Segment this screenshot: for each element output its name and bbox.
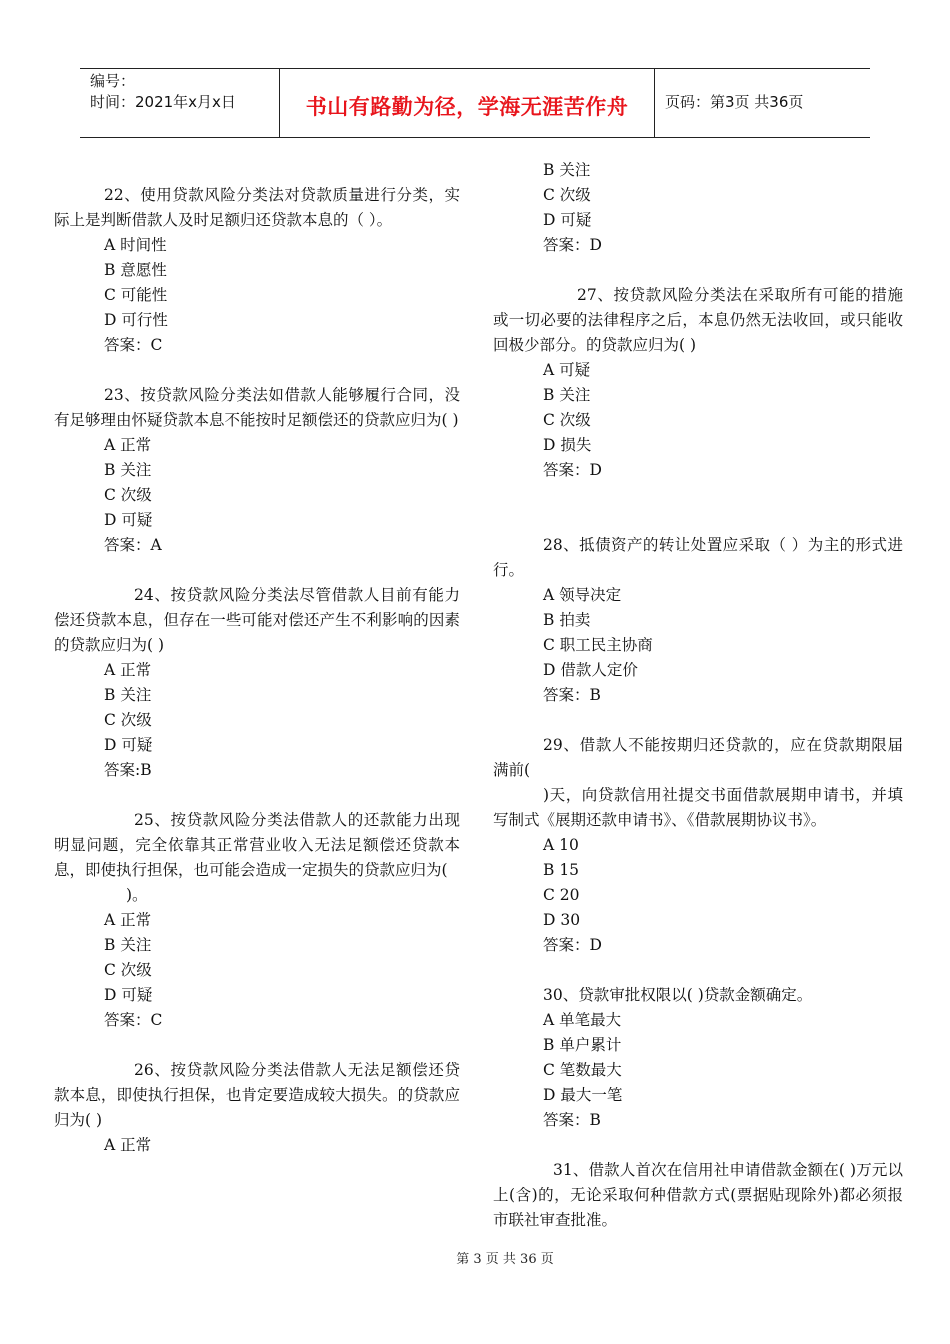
question-22 bbox=[54, 183, 460, 358]
option-b: B 意愿性 bbox=[104, 261, 167, 279]
option-d: D 借款人定价 bbox=[543, 661, 638, 679]
question-23 bbox=[54, 383, 460, 558]
page-label: 页码：第3页 共36页 bbox=[665, 93, 804, 111]
option-b: B 关注 bbox=[104, 686, 152, 704]
option-c: C 次级 bbox=[543, 411, 591, 429]
option-c: C 次级 bbox=[104, 486, 152, 504]
option-d: D 可疑 bbox=[543, 211, 592, 229]
question-stem: 31、借款人首次在信用社申请借款金额在( )万元以上(含)的，无论采取何种借款方式(票据贴现除外)都必须报市联社审查批准。 bbox=[493, 1161, 903, 1229]
option-d: D 30 bbox=[543, 911, 581, 929]
option-a: A 10 bbox=[543, 836, 579, 854]
option-c: C 次级 bbox=[104, 961, 152, 979]
answer-text: 答案：D bbox=[543, 461, 602, 479]
motto-text: 书山有路勤为径，学海无涯苦作舟 bbox=[305, 94, 629, 119]
question-stem-cont: )天，向贷款信用社提交书面借款展期申请书，并填写制式《展期还款申请书》、《借款展期协议书》。 bbox=[493, 786, 903, 829]
option-b: B 15 bbox=[543, 861, 580, 879]
option-c: C 职工民主协商 bbox=[543, 636, 653, 654]
question-stem: 25、按贷款风险分类法借款人的还款能力出现明显问题，完全依靠其正常营业收入无法足额偿还贷款本息，即使执行担保，也可能会造成一定损失的贷款应归为( bbox=[54, 811, 460, 879]
option-a: A 正常 bbox=[104, 911, 152, 929]
option-a: A 单笔最大 bbox=[543, 1011, 622, 1029]
option-a: A 时间性 bbox=[104, 236, 167, 254]
question-stem: 27、按贷款风险分类法在采取所有可能的措施或一切必要的法律程序之后，本息仍然无法收回，或只能收回极少部分。的贷款应归为( ) bbox=[493, 286, 903, 354]
option-a: A 正常 bbox=[104, 1136, 152, 1154]
option-b: B 关注 bbox=[104, 461, 152, 479]
option-c: C 20 bbox=[543, 886, 580, 904]
answer-text: 答案：C bbox=[104, 1011, 163, 1029]
option-a: A 正常 bbox=[104, 661, 152, 679]
right-column bbox=[493, 158, 903, 1233]
option-d: D 可行性 bbox=[104, 311, 168, 329]
answer-text: 答案：C bbox=[104, 336, 163, 354]
option-b: B 关注 bbox=[104, 936, 152, 954]
option-a: A 正常 bbox=[104, 436, 152, 454]
option-c: C 可能性 bbox=[104, 286, 168, 304]
question-26 bbox=[54, 1058, 460, 1158]
option-d: D 最大一笔 bbox=[543, 1086, 623, 1104]
question-stem-cont: )。 bbox=[126, 886, 148, 904]
question-stem: 29、借款人不能按期归还贷款的，应在贷款期限届满前( bbox=[493, 736, 903, 779]
option-c: C 次级 bbox=[104, 711, 152, 729]
answer-text: 答案：D bbox=[543, 936, 602, 954]
question-26-continued bbox=[493, 158, 903, 258]
option-c: C 次级 bbox=[543, 186, 591, 204]
date-label: 时间：2021年x月x日 bbox=[90, 93, 236, 111]
question-stem: 28、抵债资产的转让处置应采取（ ）为主的形式进行。 bbox=[493, 536, 903, 579]
option-b: B 单户累计 bbox=[543, 1036, 622, 1054]
header-motto-cell bbox=[280, 69, 655, 137]
question-stem: 22、使用贷款风险分类法对贷款质量进行分类，实际上是判断借款人及时足额归还贷款本息的（ ）。 bbox=[54, 186, 460, 229]
question-28 bbox=[493, 533, 903, 708]
question-24 bbox=[54, 583, 460, 783]
header-page-cell bbox=[655, 69, 870, 137]
left-column bbox=[54, 158, 460, 1158]
option-a: A 领导决定 bbox=[543, 586, 622, 604]
option-b: B 关注 bbox=[543, 161, 591, 179]
answer-text: 答案：A bbox=[104, 536, 162, 554]
option-b: B 关注 bbox=[543, 386, 591, 404]
question-stem: 24、按贷款风险分类法尽管借款人目前有能力偿还贷款本息，但存在一些可能对偿还产生不利影响的因素的贷款应归为( ) bbox=[54, 586, 460, 654]
option-c: C 笔数最大 bbox=[543, 1061, 622, 1079]
page-footer: 第 3 页 共 36 页 bbox=[456, 1252, 554, 1267]
question-30 bbox=[493, 983, 903, 1133]
page-header bbox=[80, 68, 870, 138]
answer-text: 答案：B bbox=[543, 1111, 601, 1129]
number-label: 编号： bbox=[90, 72, 136, 90]
option-d: D 可疑 bbox=[104, 736, 153, 754]
option-d: D 损失 bbox=[543, 436, 592, 454]
question-stem: 30、贷款审批权限以( )贷款金额确定。 bbox=[543, 986, 813, 1004]
option-d: D 可疑 bbox=[104, 511, 153, 529]
question-25 bbox=[54, 808, 460, 1033]
answer-text: 答案：B bbox=[543, 686, 601, 704]
question-stem: 26、按贷款风险分类法借款人无法足额偿还贷款本息，即使执行担保，也肯定要造成较大损失。的贷款应归为( ) bbox=[54, 1061, 460, 1129]
question-27 bbox=[493, 283, 903, 483]
option-b: B 拍卖 bbox=[543, 611, 591, 629]
answer-text: 答案:B bbox=[104, 761, 152, 779]
answer-text: 答案：D bbox=[543, 236, 602, 254]
option-a: A 可疑 bbox=[543, 361, 591, 379]
option-d: D 可疑 bbox=[104, 986, 153, 1004]
header-info-cell bbox=[80, 69, 280, 137]
question-31 bbox=[493, 1158, 903, 1233]
question-stem: 23、按贷款风险分类法如借款人能够履行合同，没有足够理由怀疑贷款本息不能按时足额偿还的贷款应归为( ) bbox=[54, 386, 460, 429]
question-29 bbox=[493, 733, 903, 958]
